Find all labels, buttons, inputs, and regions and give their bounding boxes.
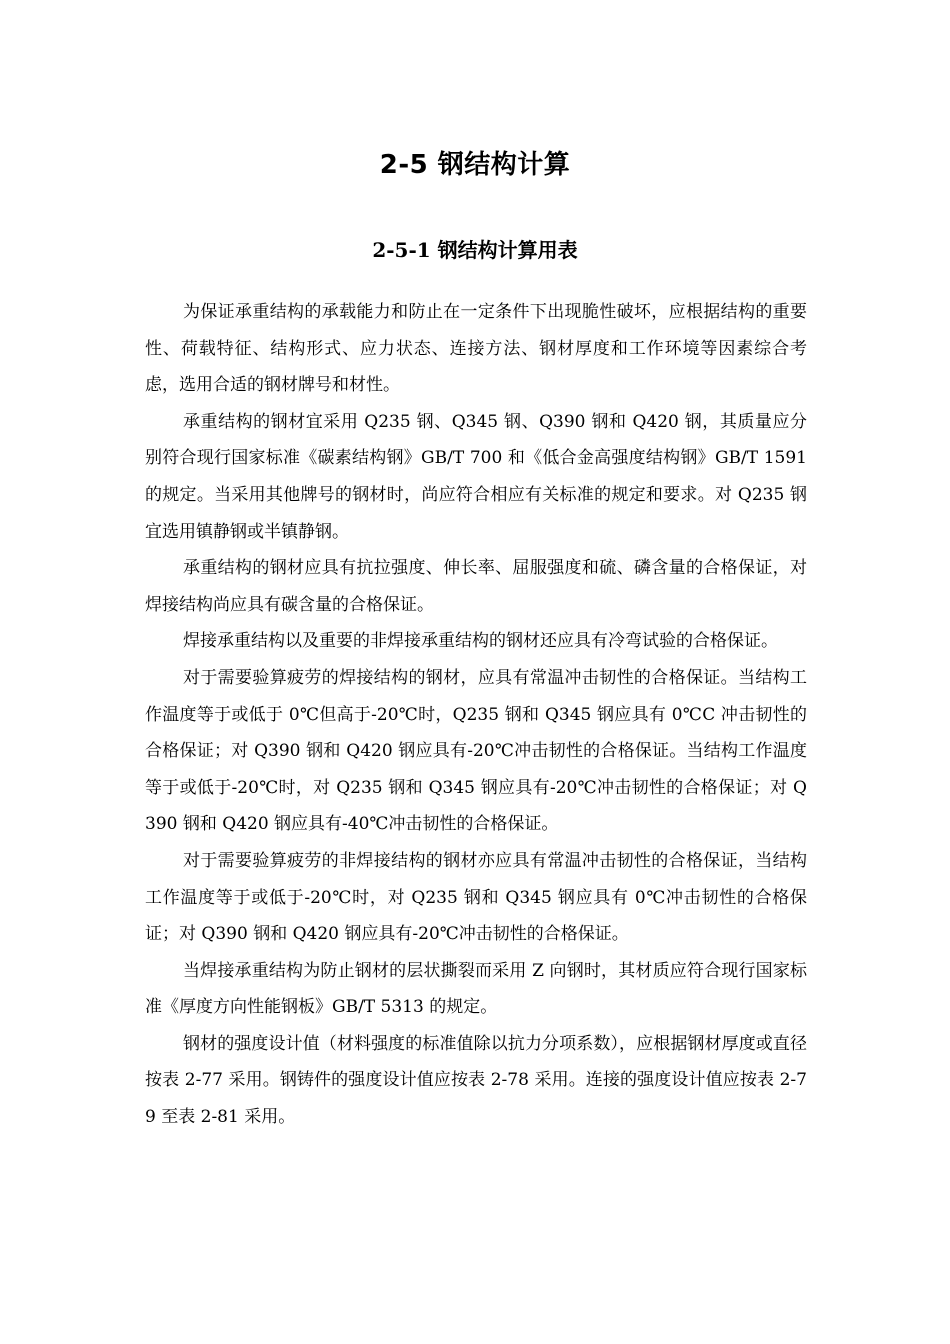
paragraph: 对于需要验算疲劳的非焊接结构的钢材亦应具有常温冲击韧性的合格保证，当结构工作温度等于或低于-20℃时，对 Q235 钢和 Q345 钢应具有 0℃冲击韧性的合格保证；对 Q390 钢和 Q420 钢应具有-20℃冲击韧性的合格保证。 [145, 850, 807, 945]
paragraph: 钢材的强度设计值（材料强度的标准值除以抗力分项系数），应根据钢材厚度或直径按表 2-77 采用。钢铸件的强度设计值应按表 2-78 采用。连接的强度设计值应按表 2-79 至表 2-81 采用。 [145, 1033, 807, 1128]
subsection-title: 2-5-1 钢结构计算用表 [372, 238, 578, 262]
body-text [145, 294, 807, 1136]
section-title: 2-5 钢结构计算 [379, 150, 571, 180]
paragraph: 为保证承重结构的承载能力和防止在一定条件下出现脆性破坏，应根据结构的重要性、荷载特征、结构形式、应力状态、连接方法、钢材厚度和工作环境等因素综合考虑，选用合适的钢材牌号和材性。 [145, 302, 807, 396]
paragraph: 承重结构的钢材应具有抗拉强度、伸长率、屈服强度和硫、磷含量的合格保证，对焊接结构尚应具有碳含量的合格保证。 [145, 558, 807, 615]
paragraph: 焊接承重结构以及重要的非焊接承重结构的钢材还应具有冷弯试验的合格保证。 [183, 631, 778, 652]
paragraph: 当焊接承重结构为防止钢材的层状撕裂而采用 Z 向钢时，其材质应符合现行国家标准《厚度方向性能钢板》GB/T 5313 的规定。 [145, 960, 807, 1018]
paragraph: 承重结构的钢材宜采用 Q235 钢、Q345 钢、Q390 钢和 Q420 钢，其质量应分别符合现行国家标准《碳素结构钢》GB/T 700 和《低合金高强度结构钢》GB/T 1591 的规定。当采用其他牌号的钢材时，尚应符合相应有关标准的规定和要求。对 Q235 钢宜选用镇静钢或半镇静钢。 [145, 411, 807, 542]
paragraph: 对于需要验算疲劳的焊接结构的钢材，应具有常温冲击韧性的合格保证。当结构工作温度等于或低于 0℃但高于-20℃时，Q235 钢和 Q345 钢应具有 0℃C 冲击韧性的合格保证；对 Q390 钢和 Q420 钢应具有-20℃冲击韧性的合格保证。当结构工作温度等于或低于-20℃时，对 Q235 钢和 Q345 钢应具有-20℃冲击韧性的合格保证；对 Q390 钢和 Q420 钢应具有-40℃冲击韧性的合格保证。 [145, 667, 807, 835]
